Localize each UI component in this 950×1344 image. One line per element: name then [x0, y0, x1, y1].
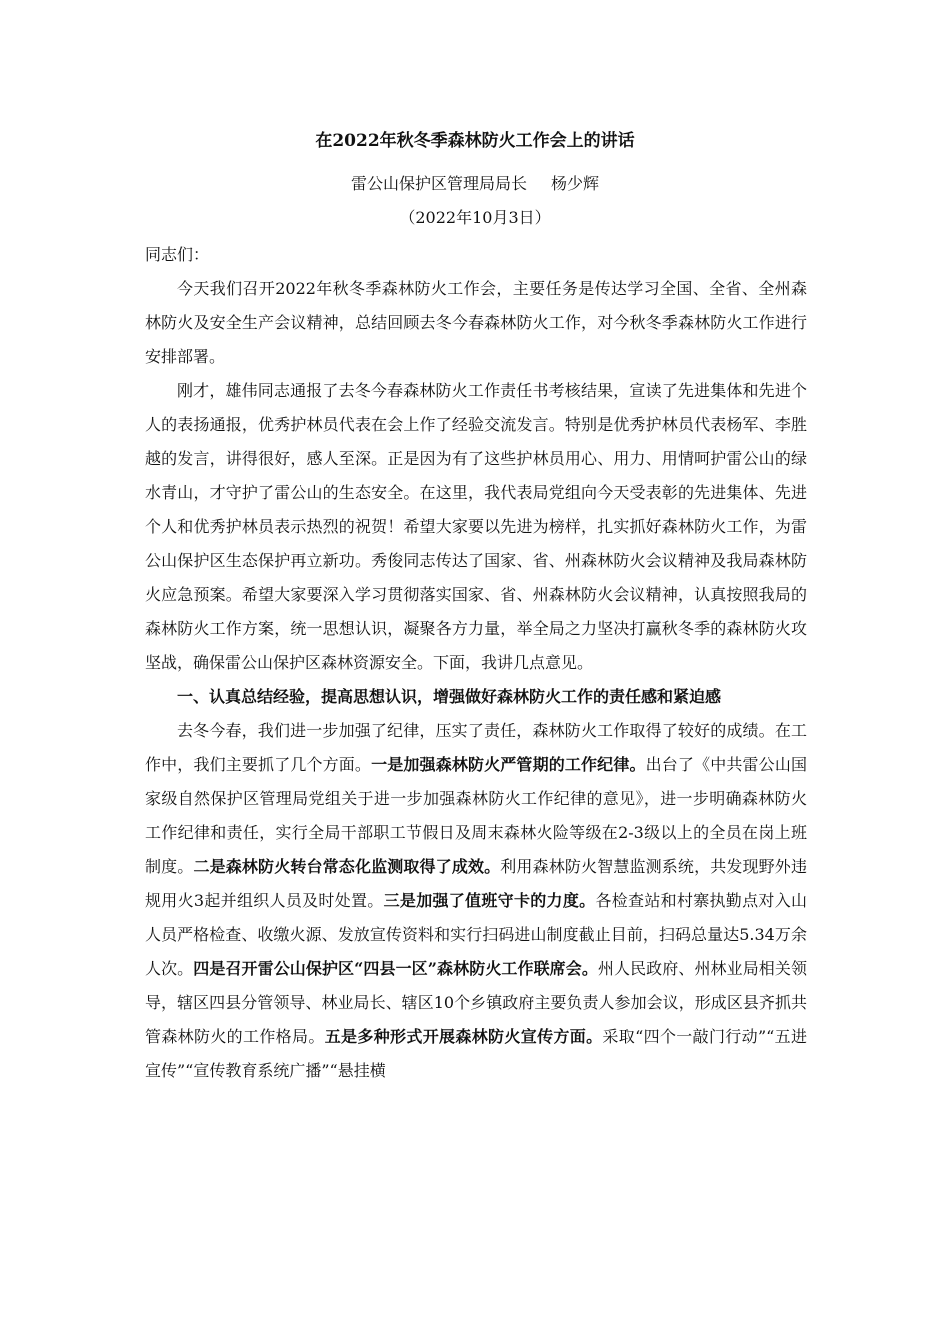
paragraph-review: 刚才，雄伟同志通报了去冬今春森林防火工作责任书考核结果，宣读了先进集体和先进个人的表扬通报，优秀护林员代表在会上作了经验交流发言。特别是优秀护林员代表杨军、李胜越的发言，讲得很好，感人至深。正是因为有了这些护林员用心、用力、用情呵护雷公山的绿水青山，才守护了雷公山的生态安全。在这里，我代表局党组向今天受表彰的先进集体、先进个人和优秀护林员表示热烈的祝贺！希望大家要以先进为榜样，扎实抓好森林防火工作，为雷公山保护区生态保护再立新功。秀俊同志传达了国家、省、州森林防火会议精神及我局森林防火应急预案。希望大家要深入学习贯彻落实国家、省、州森林防火会议精神，认真按照我局的森林防火工作方案，统一思想认识，凝聚各方力量，举全局之力坚决打赢秋冬季的森林防火攻坚战，确保雷公山保护区森林资源安全。下面，我讲几点意见。: [145, 381, 807, 672]
document-body: [145, 238, 807, 1088]
author-name: 杨少辉: [551, 174, 600, 193]
salutation: 同志们：: [145, 245, 210, 264]
point-1-text: 出台了《中共雷公山国家级自然保护区管理局党组关于进一步加强森林防火工作纪律的意见》，进一步明确森林防火工作纪律和责任，实行全局干部职工节假日及周末森林火险等级在2-3级以上的全员在岗上班制度。: [145, 755, 807, 876]
point-3-heading: 三是加强了值班守卡的力度。: [383, 891, 596, 910]
point-5-heading: 五是多种形式开展森林防火宣传方面。: [324, 1027, 603, 1046]
point-2-heading: 二是森林防火转台常态化监测取得了成效。: [193, 857, 501, 876]
point-1-heading: 一是加强森林防火严管期的工作纪律。: [371, 755, 646, 774]
section-heading-1: 一、认真总结经验，提高思想认识，增强做好森林防火工作的责任感和紧迫感: [177, 687, 722, 706]
speech-date: （2022年10月3日）: [399, 208, 551, 227]
section-1-paragraph: [145, 714, 807, 1088]
point-2-text: 利用森林防火智慧监测系统，共发现野外违规用火3起并组织人员及时处置。: [145, 857, 807, 910]
author-byline: [0, 171, 950, 197]
point-3-text: 各检查站和村寨执勤点对入山人员严格检查、收缴火源、发放宣传资料和实行扫码进山制度截止目前，扫码总量达5.34万余人次。: [145, 891, 807, 978]
point-4-heading: 四是召开雷公山保护区“四县一区”森林防火工作联席会。: [193, 959, 598, 978]
point-5-text: 采取“四个一敲门行动”“五进宣传”“宣传教育系统广播”“悬挂横: [145, 1027, 807, 1080]
point-4-text: 州人民政府、州林业局相关领导，辖区四县分管领导、林业局长、辖区10个乡镇政府主要负责人参加会议，形成区县齐抓共管森林防火的工作格局。: [145, 959, 807, 1046]
section-1-intro: 去冬今春，我们进一步加强了纪律，压实了责任，森林防火工作取得了较好的成绩。在工作中，我们主要抓了几个方面。: [145, 721, 807, 774]
paragraph-intro: 今天我们召开2022年秋冬季森林防火工作会，主要任务是传达学习全国、全省、全州森林防火及安全生产会议精神，总结回顾去冬今春森林防火工作，对今秋冬季森林防火工作进行安排部署。: [145, 279, 807, 366]
document-title: 在2022年秋冬季森林防火工作会上的讲话: [315, 131, 635, 151]
author-organization: 雷公山保护区管理局局长: [350, 174, 527, 193]
